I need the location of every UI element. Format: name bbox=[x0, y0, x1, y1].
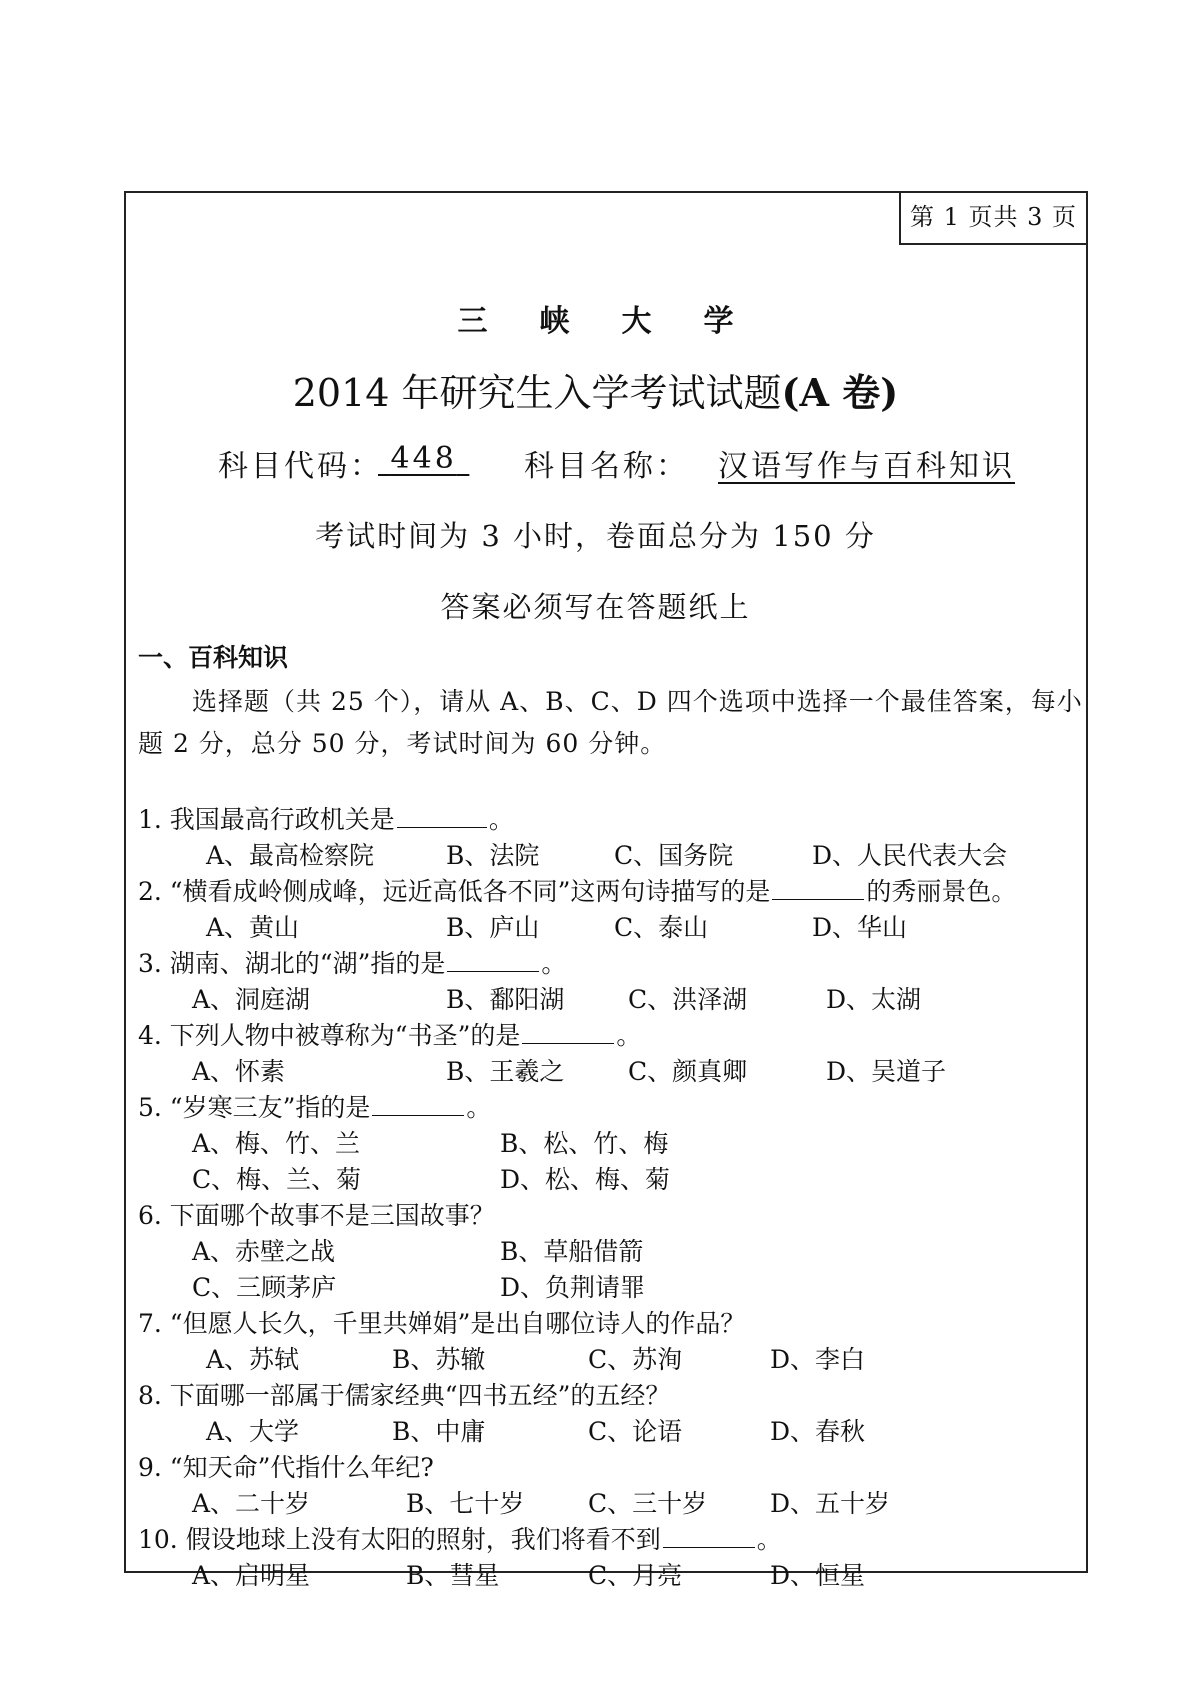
answer-blank bbox=[772, 877, 864, 900]
question-2-option-c: C、泰山 bbox=[614, 913, 709, 942]
question-9-option-c: C、三十岁 bbox=[588, 1489, 708, 1518]
question-5-option-a: A、梅、竹、兰 bbox=[192, 1129, 361, 1158]
question-text-end: 。 bbox=[488, 805, 514, 834]
exam-title bbox=[0, 362, 1191, 417]
question-7-option-c: C、苏洵 bbox=[588, 1345, 683, 1374]
question-4-option-d: D、吴道子 bbox=[826, 1057, 947, 1086]
section-intro-line2: 题 2 分，总分 50 分，考试时间为 60 分钟。 bbox=[138, 729, 667, 758]
answer-blank bbox=[447, 949, 539, 972]
question-1-option-c: C、国务院 bbox=[614, 841, 734, 870]
subject-code-label: 科目代码： bbox=[218, 449, 383, 484]
subject-name-label: 科目名称： bbox=[524, 449, 689, 484]
question-3-option-d: D、太湖 bbox=[826, 985, 922, 1014]
question-10 bbox=[138, 1520, 782, 1556]
question-6-option-b: B、草船借箭 bbox=[500, 1237, 644, 1266]
question-1-option-d: D、人民代表大会 bbox=[812, 841, 1008, 870]
exam-title-main: 2014 年研究生入学考试试题 bbox=[292, 371, 782, 415]
question-1-option-a: A、最高检察院 bbox=[206, 841, 375, 870]
exam-time-note: 考试时间为 3 小时，卷面总分为 150 分 bbox=[315, 519, 876, 553]
subject-code bbox=[378, 441, 469, 476]
question-4-option-b: B、王羲之 bbox=[446, 1057, 565, 1086]
exam-title-suffix: (A 卷) bbox=[781, 370, 899, 415]
question-text-end: 的秀丽景色。 bbox=[866, 877, 1017, 906]
question-5 bbox=[138, 1088, 491, 1124]
question-2 bbox=[138, 872, 1016, 908]
question-text: 1. 我国最高行政机关是 bbox=[138, 805, 395, 834]
question-8 bbox=[138, 1376, 670, 1412]
question-3-option-b: B、鄱阳湖 bbox=[446, 985, 565, 1014]
answer-sheet-note: 答案必须写在答题纸上 bbox=[440, 590, 751, 624]
question-1-option-b: B、法院 bbox=[446, 841, 540, 870]
question-text: 9. “知天命”代指什么年纪? bbox=[138, 1453, 434, 1482]
question-8-option-b: B、中庸 bbox=[392, 1417, 486, 1446]
question-6-option-c: C、三顾茅庐 bbox=[192, 1273, 337, 1302]
question-text: 5. “岁寒三友”指的是 bbox=[138, 1093, 371, 1122]
question-4-option-a: A、怀素 bbox=[192, 1057, 286, 1086]
question-2-option-d: D、华山 bbox=[812, 913, 908, 942]
question-10-option-d: D、恒星 bbox=[770, 1561, 866, 1590]
question-6-option-a: A、赤壁之战 bbox=[192, 1237, 336, 1266]
question-text-end: 。 bbox=[541, 949, 567, 978]
section-intro-line1: 选择题（共 25 个），请从 A、B、C、D 四个选项中选择一个最佳答案，每小 bbox=[192, 687, 1083, 716]
question-6-option-d: D、负荆请罪 bbox=[500, 1273, 646, 1302]
question-text-end: 。 bbox=[466, 1093, 492, 1122]
question-7 bbox=[138, 1304, 745, 1340]
question-text: 3. 湖南、湖北的“湖”指的是 bbox=[138, 949, 446, 978]
answer-blank bbox=[372, 1093, 464, 1116]
question-7-option-d: D、李白 bbox=[770, 1345, 866, 1374]
subject-code-value: 448 bbox=[390, 441, 457, 476]
answer-blank bbox=[397, 805, 487, 828]
page-indicator: 第 1 页共 3 页 bbox=[899, 193, 1086, 245]
answer-blank bbox=[663, 1525, 755, 1548]
question-text: 7. “但愿人长久，千里共婵娟”是出自哪位诗人的作品？ bbox=[138, 1309, 746, 1338]
question-text: 4. 下列人物中被尊称为“书圣”的是 bbox=[138, 1021, 521, 1050]
question-9-option-d: D、五十岁 bbox=[770, 1489, 891, 1518]
question-8-option-a: A、大学 bbox=[206, 1417, 300, 1446]
question-4 bbox=[138, 1016, 641, 1052]
section-title: 一、百科知识 bbox=[138, 643, 289, 672]
question-7-option-a: A、苏轼 bbox=[206, 1345, 300, 1374]
question-3 bbox=[138, 944, 566, 980]
question-10-option-a: A、启明星 bbox=[192, 1561, 311, 1590]
question-text-end: 。 bbox=[756, 1525, 782, 1554]
question-5-option-c: C、梅、兰、菊 bbox=[192, 1165, 362, 1194]
question-3-option-a: A、洞庭湖 bbox=[192, 985, 311, 1014]
question-text: 6. 下面哪个故事不是三国故事？ bbox=[138, 1201, 495, 1230]
question-1 bbox=[138, 800, 514, 836]
question-5-option-d: D、松、梅、菊 bbox=[500, 1165, 671, 1194]
question-8-option-c: C、论语 bbox=[588, 1417, 683, 1446]
question-text: 10. 假设地球上没有太阳的照射，我们将看不到 bbox=[138, 1525, 661, 1554]
question-7-option-b: B、苏辙 bbox=[392, 1345, 486, 1374]
question-text: 2. “横看成岭侧成峰，远近高低各不同”这两句诗描写的是 bbox=[138, 877, 771, 906]
subject-name: 汉语写作与百科知识 bbox=[718, 449, 1015, 484]
question-text: 8. 下面哪一部属于儒家经典“四书五经”的五经？ bbox=[138, 1381, 671, 1410]
question-2-option-a: A、黄山 bbox=[206, 913, 300, 942]
question-6 bbox=[138, 1196, 495, 1232]
question-8-option-d: D、春秋 bbox=[770, 1417, 866, 1446]
question-3-option-c: C、洪泽湖 bbox=[628, 985, 748, 1014]
university-name: 三峡大学 bbox=[457, 304, 786, 339]
question-9-option-b: B、七十岁 bbox=[406, 1489, 525, 1518]
question-9 bbox=[138, 1448, 434, 1484]
question-4-option-c: C、颜真卿 bbox=[628, 1057, 748, 1086]
question-10-option-c: C、月亮 bbox=[588, 1561, 683, 1590]
question-5-option-b: B、松、竹、梅 bbox=[500, 1129, 669, 1158]
answer-blank bbox=[522, 1021, 614, 1044]
question-9-option-a: A、二十岁 bbox=[192, 1489, 311, 1518]
question-text-end: 。 bbox=[616, 1021, 642, 1050]
question-10-option-b: B、彗星 bbox=[406, 1561, 500, 1590]
question-2-option-b: B、庐山 bbox=[446, 913, 540, 942]
